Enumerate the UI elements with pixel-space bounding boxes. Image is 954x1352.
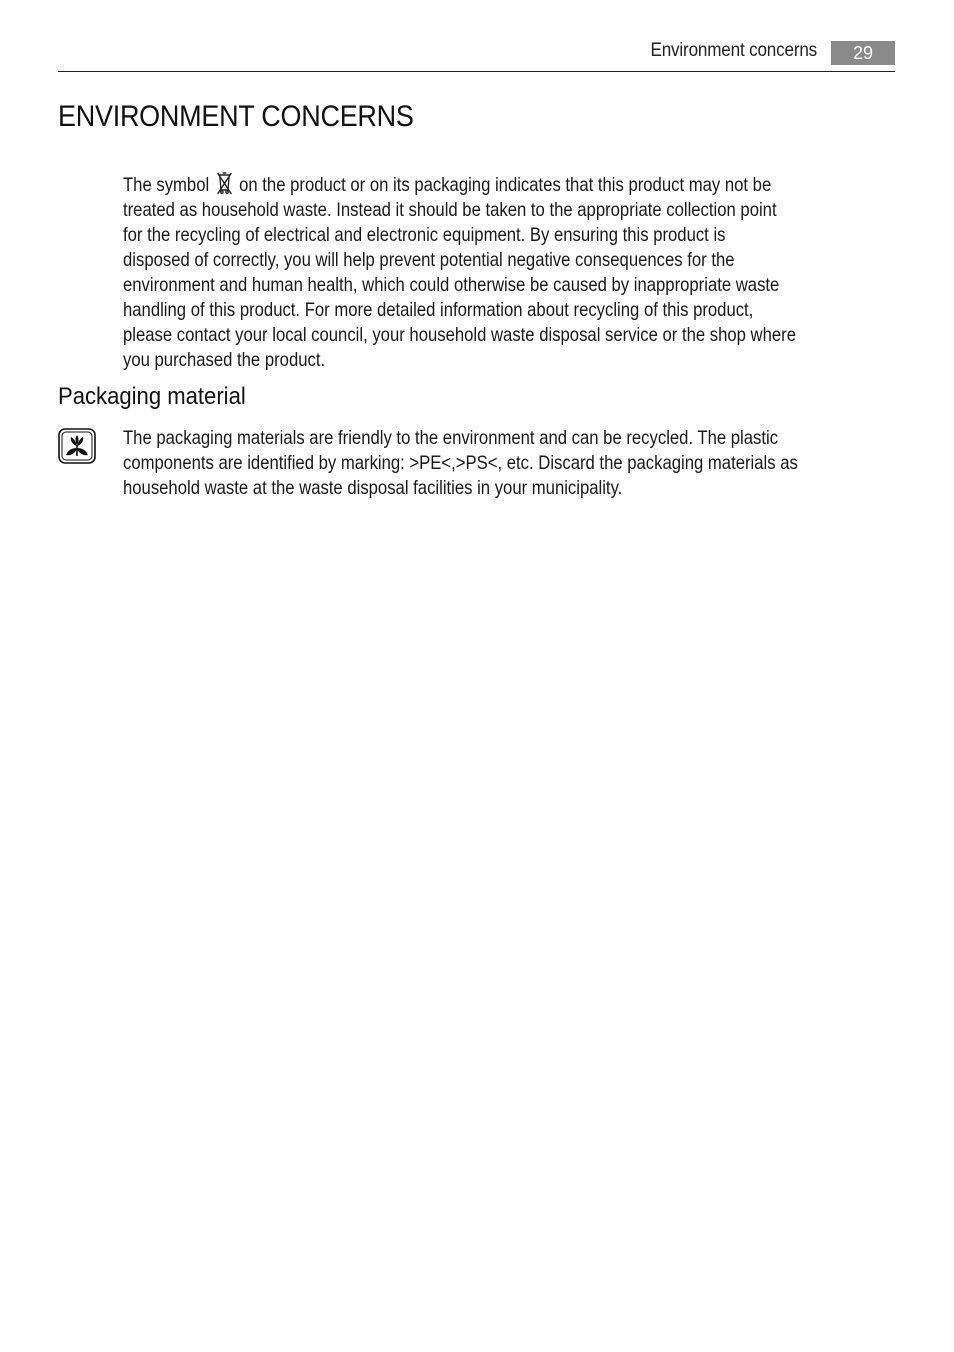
paragraph-line: disposed of correctly, you will help prevent potential negative consequences for the <box>123 249 735 271</box>
paragraph-line: components are identified by marking: >PE<,>PS<, etc. Discard the packaging materials as <box>123 452 798 474</box>
packaging-section-heading: Packaging material <box>58 383 246 410</box>
paragraph-line: please contact your local council, your household waste disposal service or the shop where <box>123 324 796 346</box>
running-header-title: Environment concerns <box>650 40 817 61</box>
paragraph-line <box>123 171 787 198</box>
page-number-badge: 29 <box>831 41 895 65</box>
paragraph-text: The symbol <box>123 174 210 196</box>
paragraph-line: handling of this product. For more detailed information about recycling of this product, <box>123 299 754 321</box>
paragraph-text: on the product or on its packaging indicates that this product may not be <box>239 174 772 196</box>
paragraph-line: The packaging materials are friendly to the environment and can be recycled. The plastic <box>123 427 779 449</box>
paragraph-line: for the recycling of electrical and electronic equipment. By ensuring this product is <box>123 224 726 246</box>
weee-disposal-paragraph <box>123 171 895 373</box>
paragraph-line: household waste at the waste disposal facilities in your municipality. <box>123 477 623 499</box>
packaging-paragraph <box>123 426 895 501</box>
page-title: ENVIRONMENT CONCERNS <box>58 100 414 133</box>
paragraph-line: environment and human health, which could otherwise be caused by inappropriate waste <box>123 274 780 296</box>
page-header <box>58 38 895 72</box>
paragraph-line: treated as household waste. Instead it should be taken to the appropriate collection point <box>123 199 777 221</box>
paragraph-line: you purchased the product. <box>123 349 326 371</box>
crossed-out-wheeled-bin-icon <box>216 171 233 195</box>
environment-flower-icon <box>58 428 96 464</box>
